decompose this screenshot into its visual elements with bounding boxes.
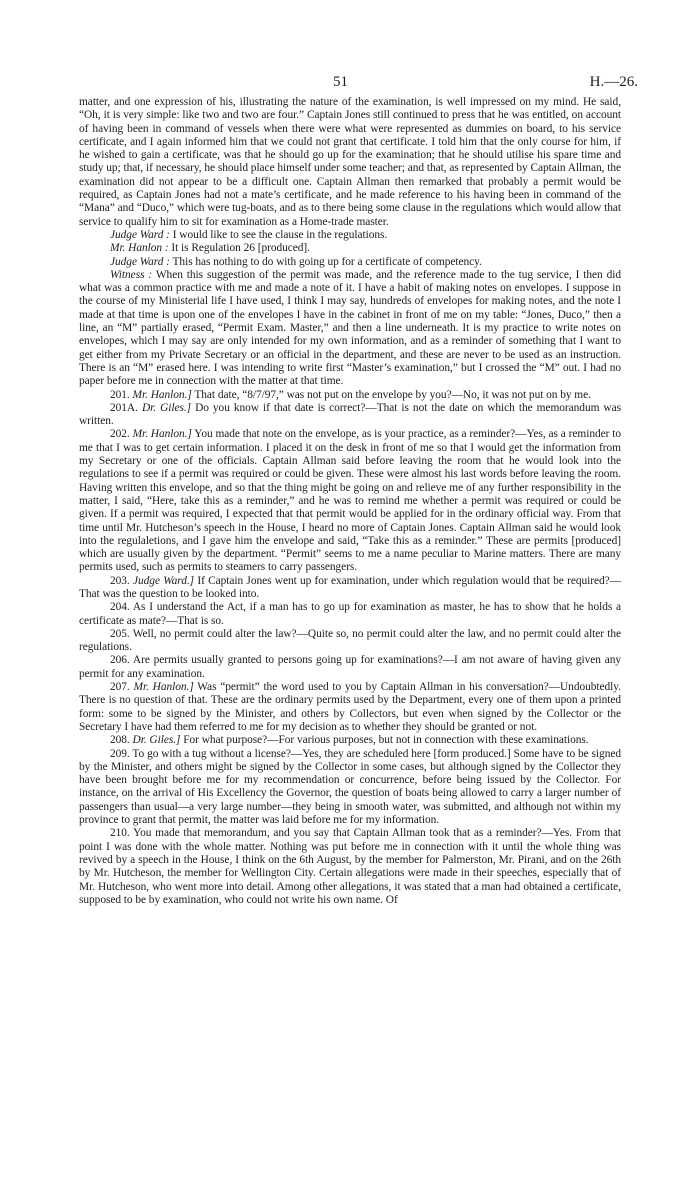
question-number: 202. xyxy=(110,428,130,441)
speaker-name: Mr. Hanlon.] xyxy=(133,681,194,694)
paragraph-text: I would like to see the clause in the regulations. xyxy=(169,228,388,241)
document-body xyxy=(79,96,621,907)
paragraph-text: It is Regulation 26 [produced]. xyxy=(168,242,310,255)
speaker-paragraph xyxy=(79,229,621,242)
question-number: 205. xyxy=(110,627,130,640)
question-number: 208. xyxy=(110,734,130,747)
speaker-name: Dr. Giles.] xyxy=(141,401,192,414)
paragraph-text: You made that note on the envelope, as is your practice, as a reminder?—Yes, as a reminder to me that I was to get certain information. I placed it on the desk in front of me so that I would get the information from my Secretary or one of the officials. Captain Allman said before leaving the room that he would look into the regulations to see if a permit was required or could be given. These were almost his last words before leaving the room. Having written this envelope, and so that the thing might be going on and relieve me of any further responsibility in the matter, I said, “Here, take this as a reminder,” and he was to remind me whether a permit was required or could be given. If a permit was required, I expected that that permit would be applied for in the ordinary official way. From that time until Mr. Hutcheson’s speech in the House, I heard no more of Captain Jones. Captain Allman said he would look into the regulaletions, and I gave him the envelope and said, “Take this as a reminder.” These are permits [produced] which are usually given by the department. “Permit” seems to me a name peculiar to Marine matters. There are many permits used, such as permits to steamers to carry passengers. xyxy=(79,428,621,574)
speaker-name: Witness : xyxy=(110,268,153,281)
paragraph-continuation: matter, and one expression of his, illustrating the nature of the examination, is well impressed on my mind. He said, “Oh, it is very simple: like two and two are four.” Captain Jones still continued to press that he was entitled, on account of having been in command of vessels when there were what were represented as dummies on board, to his service certificate, and I again informed him that we could not grant that certificate. I told him that the only course for him, if he wished to gain a certificate, was that he should go up for the examination; that he should utilise his spare time and study up; that, if necessary, he should place himself under some teacher; and that, as represented by Captain Allman, the examination did not appear to be a difficult one. Captain Allman then remarked that probably a permit would be required, as Captain Jones had not a mate’s certificate, and he made reference to his having been in command of the “Mana” and “Duco,” which were tug-boats, and as to there being some clause in the regulations which would allow that service to qualify him to sit for examination as a Home-trade master. xyxy=(79,96,621,228)
speaker-paragraph xyxy=(79,269,621,389)
speaker-name: Dr. Giles.] xyxy=(132,734,181,747)
question-number: 210. xyxy=(110,827,130,840)
question-number: 207. xyxy=(110,681,130,694)
question-paragraph xyxy=(79,389,621,402)
question-paragraph xyxy=(79,734,621,747)
paragraph-text: If Captain Jones went up for examination, under which regulation would that be required?—That was the question to be looked into. xyxy=(79,574,621,600)
paragraph-text: Are permits usually granted to persons going up for examinations?—I am not aware of having given any permit for any examination. xyxy=(79,654,621,680)
paragraph-text: For what purpose?—For various purposes, but not in connection with these examinations. xyxy=(180,734,589,747)
speaker-name: Mr. Hanlon : xyxy=(110,242,169,255)
speaker-name: Judge Ward : xyxy=(110,255,170,268)
question-paragraph xyxy=(79,402,621,429)
page-number: 51 xyxy=(333,74,348,90)
question-number: 204. xyxy=(110,601,130,614)
speaker-paragraph xyxy=(79,242,621,255)
question-paragraph xyxy=(79,601,621,628)
paragraph-text: Well, no permit could alter the law?—Quite so, no permit could alter the law, and no permit could alter the regulations. xyxy=(79,627,622,654)
question-paragraph xyxy=(79,827,621,907)
paragraph-text: When this suggestion of the permit was made, and the reference made to the tug service, I then did what was a common practice with me and made a note of it. I have a habit of making notes on envelopes. I suppose in the course of my Ministerial life I have used, I think I may say, hundreds of envelopes for making notes, and the note I made at that time is upon one of the envelopes I have in the cabinet in front of me on my table: “Jones, Duco,” then a line, an “M” partially erased, “Permit Exam. Master,” and then a line underneath. It is my practice to write notes on envelopes, which I may say are only intended for my own information, and as a reminder of something that I want to get either from my Private Secretary or an official in the department, and these are never to be used as an instruction. There is an “M” erased here. I was intending to write first “Master’s examination,” but I crossed the “M” out. I had no paper before me in connection with the matter at that time. xyxy=(79,268,621,388)
speaker-paragraph xyxy=(79,256,621,269)
paragraph-text: Was “permit” the word used to you by Captain Allman in his conversation?—Undoubtedly. There is no question of that. These are the ordinary permits used by the Department, every one of them upon a printed form: some to be signed by the Minister, and others by Collectors, but even when signed by the Collector or the Secretary I have had them referred to me for my decision as to whether they should be granted or not. xyxy=(79,681,621,733)
question-number: 203. xyxy=(110,574,130,587)
paragraph-text: To go with a tug without a license?—Yes, they are scheduled here [form produced.] Some have to be signed by the Minister, and others might be signed by the Collector in some cases, but although signed by the Collector they have been brought before me for my recommendation or concurrence, before being issued by the Collector. For instance, on the arrival of His Excellency the Governor, the question of boats being allowed to carry a larger number of passengers than usual—a very large number—they being in smooth water, was submitted, and although not within my province to grant that permit, the matter was laid before me for my information. xyxy=(79,747,621,827)
question-number: 201A. xyxy=(110,401,138,414)
question-number: 201. xyxy=(110,388,130,401)
question-paragraph xyxy=(79,748,621,828)
document-reference: H.—26. xyxy=(589,74,638,90)
speaker-name: Mr. Hanlon.] xyxy=(132,388,192,401)
paragraph-text: You made that memorandum, and you say that Captain Allman took that as a reminder?—Yes. From that point I was done with the whole matter. Nothing was put before me in connection with it until the whole thing was revived by a speech in the House, I think on the 6th August, by the member for Palmerston, Mr. Pirani, and on the 26th by Mr. Hutcheson, the member for Wellington City. Certain allegations were made in their speeches, especially that of Mr. Hutcheson, who went more into detail. Among other allegations, it was stated that a man had obtained a certificate, supposed to be by examination, who could not write his own name. Of xyxy=(79,827,621,906)
paragraph-text: As I understand the Act, if a man has to go up for examination as master, he has to show that he holds a certificate as mate?—That is so. xyxy=(79,601,622,627)
paragraph-text: That date, “8/7/97,” was not put on the envelope by you?—No, it was not put on by me. xyxy=(191,388,591,401)
question-number: 209. xyxy=(110,747,130,760)
page-header xyxy=(0,74,700,96)
question-paragraph xyxy=(79,575,621,602)
question-paragraph xyxy=(79,654,621,681)
question-paragraph xyxy=(79,628,621,655)
paragraph-text: This has nothing to do with going up for a certificate of competency. xyxy=(169,255,482,268)
paragraph-text: Do you know if that date is correct?—That is not the date on which the memorandum was written. xyxy=(79,401,621,428)
speaker-name: Judge Ward : xyxy=(110,228,170,241)
speaker-name: Mr. Hanlon.] xyxy=(132,428,192,441)
question-paragraph xyxy=(79,428,621,574)
question-paragraph xyxy=(79,681,621,734)
speaker-name: Judge Ward.] xyxy=(133,574,195,587)
question-number: 206. xyxy=(110,654,130,667)
